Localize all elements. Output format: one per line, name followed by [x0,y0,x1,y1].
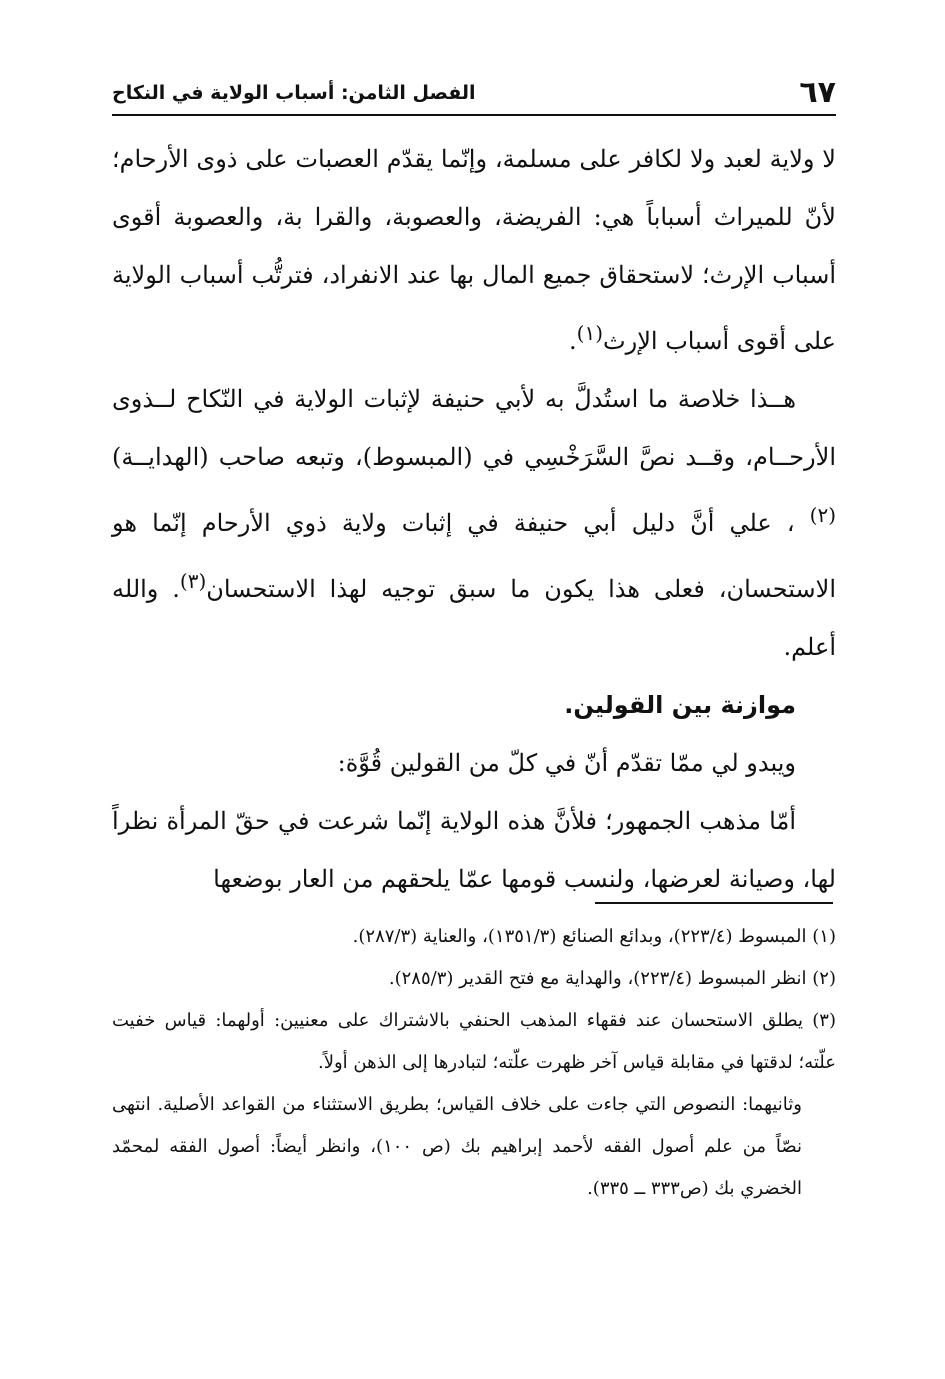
footnote-1-text: المبسوط (٢٢٣/٤)، وبدائع الصنائع (١٣٥١/٣)، والعناية (٢٨٧/٣). [352,926,807,947]
footnote-3-text-a: يطلق الاستحسان عند فقهاء المذهب الحنفي بالاشتراك على معنيين: أولهما: قياس خفيت علّته؛ لدقتها في مقابلة قياس آخر ظهرت علّته؛ لتبادرها إلى الذهن أولاً. [112,1010,836,1073]
footnote-1-number: (١) [812,926,836,947]
paragraph-2-text-c: . والله أعلم. [112,575,836,661]
paragraph-1 [112,130,836,370]
paragraph-2-text-b: ، علي أنَّ دليل أبي حنيفة في إثبات ولاية ذوي الأرحام إنّما هو الاستحسان، فعلى هذا يكون ما سبق توجيه لهذا الاستحسان [112,509,837,603]
footnote-2 [112,958,836,1000]
paragraph-3: ويبدو لي ممّا تقدّم أنّ في كلّ من القولين قُوَّة: [337,749,796,777]
footnote-2-text: انظر المبسوط (٢٢٣/٤)، والهداية مع فتح القدير (٢٨٥/٣). [388,968,807,989]
footnotes [112,916,836,1210]
paragraph-2-text-a: هــذا خلاصة ما استُدلَّ به لأبي حنيفة لإثبات الولاية في النّكاح لــذوى الأرحــام، وقــد نصَّ السَّرَخْسِي في (المبسوط)، وتبعه صاحب (الهدايــة) [112,385,836,471]
footnote-3-continued: وثانيهما: النصوص التي جاءت على خلاف القياس؛ بطريق الاستثناء من القواعد الأصلية. انتهى نصّاً من علم أصول الفقه لأحمد إبراهيم بك (ص ١٠٠)، وانظر أيضاً: أصول الفقه لمحمّد الخضري بك (ص٣٣٣ ــ ٣٣٥). [112,1094,803,1199]
main-text [112,130,836,908]
paragraph-1-end: . [569,327,577,355]
running-title: الفصل الثامن: أسباب الولاية في النكاح [112,82,476,104]
paragraph-1-text: لا ولاية لعبد ولا لكافر على مسلمة، وإنّما يقدّم العصبات على ذوى الأرحام؛ لأنّ للميراث أسباباً هي: الفريضة، والعصوبة، والقرا بة، والعصوبة أقوى أسباب الإرث؛ لاستحقاق جميع المال بها عند الانفراد، فترتُّب أسباب الولاية على أقوى أسباب الإرث [112,145,836,355]
footnote-3-number: (٣) [812,1010,836,1031]
page-number: ٦٧ [799,75,836,110]
paragraph-2 [112,370,836,676]
footnote-2-number: (٢) [812,968,836,989]
page-header [112,66,836,116]
footnote-ref-3: (٣) [179,569,207,593]
footnote-separator [595,902,833,904]
paragraph-4: أمّا مذهب الجمهور؛ فلأنَّ هذه الولاية إنّما شرعت في حقّ المرأة نظراً لها، وصيانة لعرضها، ولنسب قومها عمّا يلحقهم من العار بوضعها [112,807,836,893]
footnote-ref-1: (١) [576,321,604,345]
footnote-1 [112,916,836,958]
footnote-ref-2: (٢) [809,503,837,527]
section-heading: موازنة بين القولين. [564,691,796,719]
footnote-3 [112,1000,836,1084]
